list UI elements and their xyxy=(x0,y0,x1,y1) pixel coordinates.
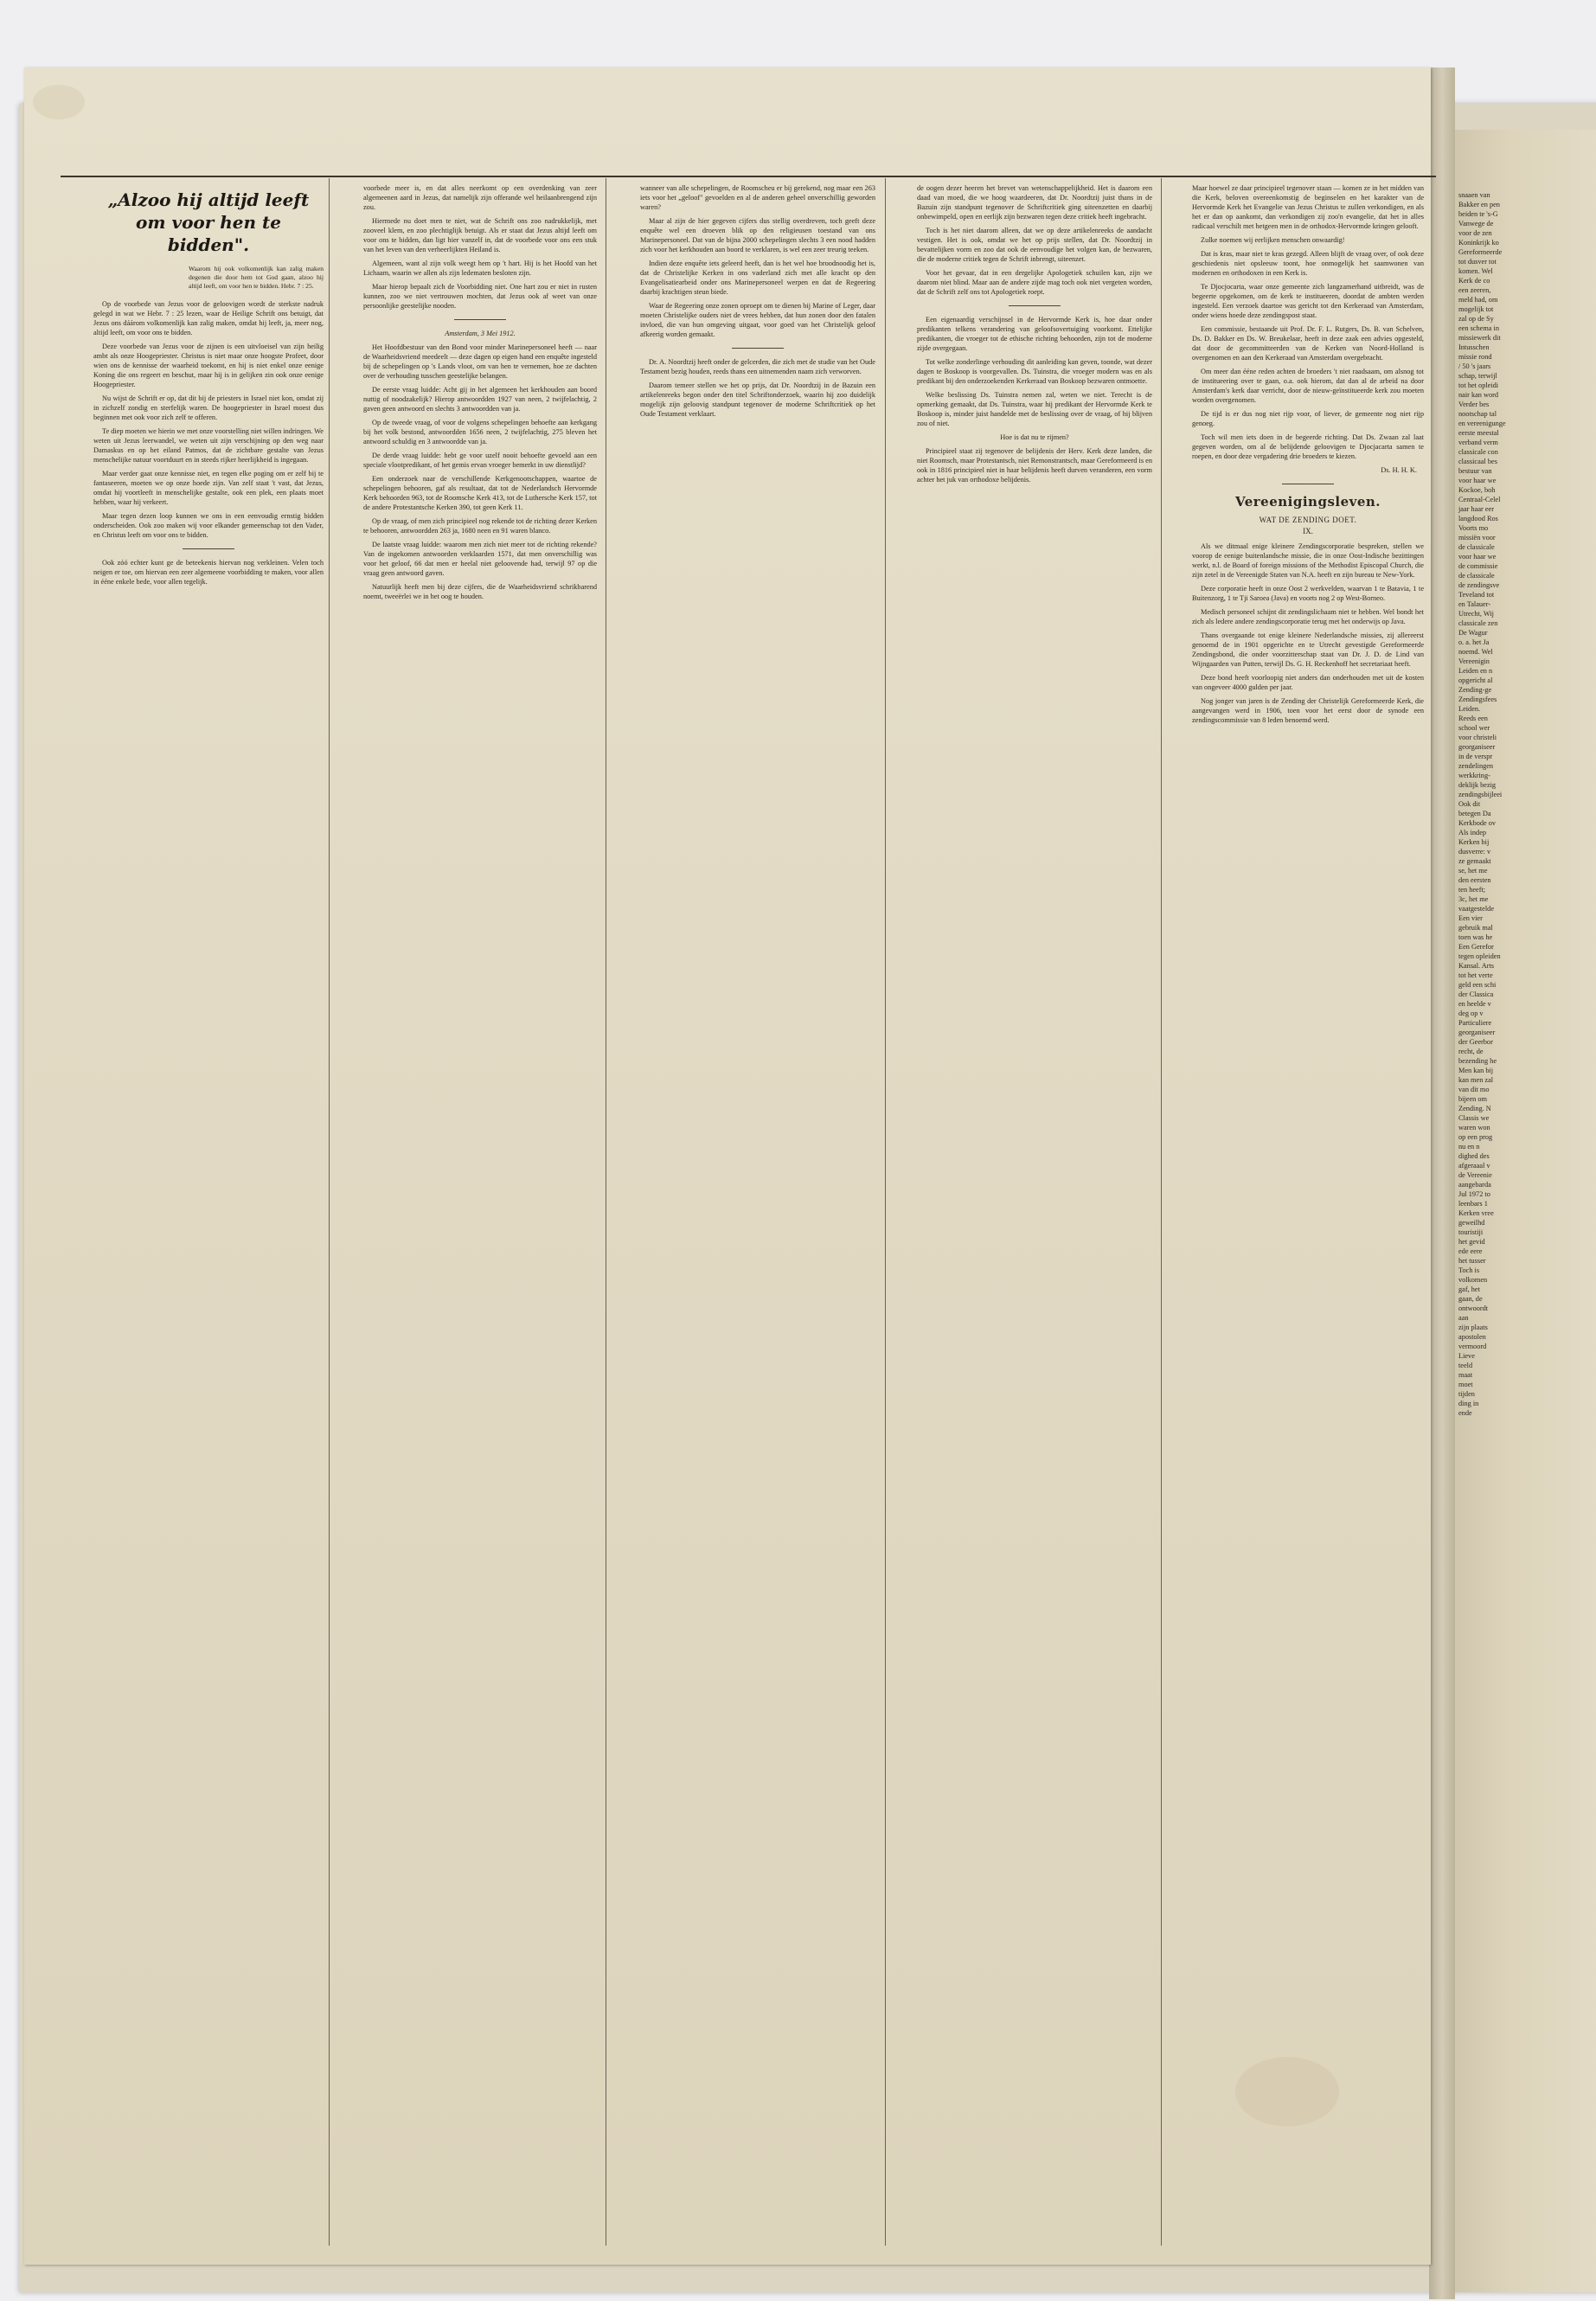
paragraph-question: Hoe is dat nu te rijmen? xyxy=(1000,433,1069,441)
paragraph: Indien deze enquête iets geleerd heeft, dan is het wel hoe broodnoodig het is, dat de Christelijke Kerken in ons vaderland zich met alle kracht op den Evangelisatiearbeid onder ons Marinepersoneel werpen en dat de Regeering daarbij krachtigen steun biede. xyxy=(640,260,875,296)
next-page-line: deklijk bezig xyxy=(1458,781,1497,789)
next-page-line: van dit mo xyxy=(1458,1086,1490,1093)
next-page-line: missie rond xyxy=(1458,353,1492,361)
paragraph: Maar hierop bepaalt zich de Voorbidding niet. One hart zou er niet in rusten kunnen, zoo we niet vertrouwen mochten, dat Jezus ook af weet van onze persoonlijke geestelijke nooden. xyxy=(363,283,597,310)
next-page-line: ede eere xyxy=(1458,1247,1483,1255)
next-page-line: Kansal. Arts xyxy=(1458,962,1495,970)
next-page-line: geld een schi xyxy=(1458,981,1497,989)
paragraph: Een eigenaardig verschijnsel in de Hervormde Kerk is, hoe daar onder predikanten telkens verandering van geloofsovertuiging voorkomt. Ettelijke predikanten, die vroeger tot de ethische richting behoorden, zijn tot de moderne zijde overgegaan. xyxy=(917,316,1152,352)
paragraph: Deze voorbede van Jezus voor de zijnen is een uitvloeisel van zijn heilig ambt als onze Hoogepriester. Christus is niet maar onze hoogste Profeet, door wien ons de kennisse der waarheid toekomt, en hij is niet enkel onze eenige Koning die ons regeert en beschut, maar hij is in gelijken zin ook onze eenige Hoogepriester. xyxy=(93,343,324,388)
next-page-line: betegen Da xyxy=(1458,810,1491,817)
next-page-line: Vanwege de xyxy=(1458,220,1494,228)
next-page-line: tot het opleidi xyxy=(1458,381,1499,389)
next-page-line: Zending-ge xyxy=(1458,686,1492,694)
next-page-line: voor haar we xyxy=(1458,553,1497,561)
column-3 xyxy=(640,183,875,2255)
paragraph: Toch wil men iets doen in de begeerde richting. Dat Ds. Zwaan zal laat gegeven worden, om al de belijdende geloovigen te Djocjacarta samen te roepen, en door deze vergadering drie broeders te kiezen. xyxy=(1192,433,1424,460)
next-page-line: bijeen om xyxy=(1458,1095,1487,1103)
next-page-line: een zeeren, xyxy=(1458,286,1491,294)
paragraph: wanneer van alle schepelingen, de Roomscheu er bij gerekend, nog maar een 263 iets voor het „geloof" gevoelden en al de anderen geheel onverschillig geworden waren? xyxy=(640,184,875,211)
next-page-line: bestuur van xyxy=(1458,467,1492,475)
next-page-line: nootschap tal xyxy=(1458,410,1497,418)
next-page-line: leenbars 1 xyxy=(1458,1200,1488,1208)
next-page-line: zendelingen xyxy=(1458,762,1494,770)
paragraph: De tijd is er dus nog niet rijp voor, of liever, de gemeente nog niet rijp genoeg. xyxy=(1192,410,1424,427)
next-page-line: Leiden en n xyxy=(1458,667,1493,675)
next-page-line: De Wagur xyxy=(1458,629,1488,637)
next-page-line: ze gemaakt xyxy=(1458,857,1491,865)
next-page-line: Leiden. xyxy=(1458,705,1481,713)
paragraph: Te diep moeten we hierin we met onze voorstelling niet willen indringen. We weten uit Jezus leerwandel, we weten uit zijn verschijning op den weg naar Damaskus en op het eiland Patmos, dat de zichtbare gestalte van Jezus menschelijke natuur voortduurt en in steeds rijker heerlijkheid is ingegaan. xyxy=(93,427,324,464)
next-page-line: Kerkbode ov xyxy=(1458,819,1497,827)
next-page-line: en heelde v xyxy=(1458,1000,1491,1008)
column-5 xyxy=(1192,183,1424,2255)
next-page-line: in de verspr xyxy=(1458,753,1493,760)
next-page-line: Kerken vree xyxy=(1458,1209,1494,1217)
next-page-line: de classicale xyxy=(1458,572,1495,580)
next-page-line: komen. Wel xyxy=(1458,267,1493,275)
paragraph: Een commissie, bestaande uit Prof. Dr. F. L. Rutgers, Ds. B. van Schelven, Ds. D. Bakker en Ds. W. Breukelaar, heeft in deze zaak een advies opgesteld, dat door de gecommitteerden van de Kerken van Noord-Holland is overgenomen en aan den Kerkeraad van Amsterdam overgebracht. xyxy=(1192,325,1424,362)
column-rule xyxy=(885,178,886,2246)
next-page-line: dighed des xyxy=(1458,1152,1490,1160)
next-page-line: Intusschen xyxy=(1458,343,1490,351)
next-page-line: beiden te 's-G xyxy=(1458,210,1498,218)
paragraph: Maar tegen dezen loop kunnen we ons in een eenvoudig ernstig bidden onderscheiden. Ook zoo maken wij voor elkander gemeenschap tot den Vader, en Christus leeft om voor ons te bidden. xyxy=(93,512,324,539)
next-page-column xyxy=(1458,190,1588,1418)
paragraph: Algemeen, want al zijn volk weegt hem op 't hart. Hij is het Hoofd van het Lichaam, waarin we allen als zijn ledematen besloten zijn. xyxy=(363,260,597,277)
section-heading: Vereenigingsleven. xyxy=(1234,494,1381,510)
next-page-line: / 50 's jaars xyxy=(1458,362,1491,370)
next-page-line: Gereformeerde xyxy=(1458,248,1503,256)
next-page-line: Zendingsfees xyxy=(1458,695,1497,703)
next-page-line: Toch is xyxy=(1458,1266,1480,1274)
next-page-line: Een vier xyxy=(1458,914,1483,922)
paragraph: Maar hoewel ze daar principieel tegenover staan — komen ze in het midden van die Kerk, beloven overeenkomstig de beginselen en het karakter van de Hervormde Kerk het Evangelie van Jezus Christus te zullen verkondigen, en als het er dan op aankomt, dan verkondigen zij zoo'n evangelie, dat het in alles radicaal verschilt met hetgeen men in de orthodox-Hervormde kringen gelooft. xyxy=(1192,184,1424,230)
page-fold xyxy=(1429,67,1455,2299)
next-page-line: toen was he xyxy=(1458,933,1493,941)
next-page-line: en Talauer- xyxy=(1458,600,1491,608)
paragraph: Maar verder gaat onze kennisse niet, en tegen elke poging om er zelf bij te fantaseeren, moeten we op onze hoede zijn. Van zelf staat 't vast, dat Jezus, omdat hij voortleeft in menschelijke gestalte, ook een plek, een plaats moet hebben, waar hij verkeert. xyxy=(93,470,324,506)
subheading: WAT DE ZENDING DOET. xyxy=(1259,516,1357,524)
next-page-line: kan men zal xyxy=(1458,1076,1494,1084)
paragraph: Om meer dan ééne reden achten de broeders 't niet raadsaam, om alsnog tot de institueering over te gaan, o.a. ook hierom, dat dan al de arbeid na door Amsterdam's kerk daar verricht, door de nieuw-geïnstitueerde kerk zou moeten worden overgenomen. xyxy=(1192,368,1424,404)
paragraph: De derde vraag luidde: hebt ge voor uzelf nooit behoefte gevoeld aan een speciale vlootpredikant, of het gemis ervan vroeger bemerkt in uw dienstlijd? xyxy=(363,452,597,469)
next-page-line: Verder bes xyxy=(1458,401,1490,408)
next-page-line: school wer xyxy=(1458,724,1490,732)
next-page-line: gaf, het xyxy=(1458,1285,1480,1293)
paragraph: Deze bond heeft voorloopig niet anders dan onderhouden met uit de kosten van ongeveer 4000 gulden per jaar. xyxy=(1192,674,1424,691)
paragraph: de oogen dezer heeren het brevet van wetenschappelijkheid. Het is daarom een daad van moed, die we hoog waardeeren, dat Dr. Noordtzij juist thans in de Bazuin zijn standpunt tegenover de Schriftcritiek ging uiteenzetten en daarbij onbewimpeld, open en eerlijk zijn bezwaren tegen deze critiek heeft ingebracht. xyxy=(917,184,1152,221)
next-page-line: Zending. N xyxy=(1458,1105,1491,1112)
next-page-line: het gevid xyxy=(1458,1238,1485,1246)
next-page-line: moet xyxy=(1458,1381,1473,1388)
next-page-line: tegen opleiden xyxy=(1458,952,1501,960)
next-page-line: en vereenigunge xyxy=(1458,420,1506,427)
section-number: IX. xyxy=(1303,527,1313,535)
next-page-line: aangebarda xyxy=(1458,1181,1491,1189)
paragraph: Principieel staat zij tegenover de belijdenis der Herv. Kerk deze landen, die niet Roomsch, maar Protestantsch, niet Remonstrantsch, maar Gereformeerd is en ook in 1816 principieel niet in haar belijdenis heeft durven veranderen, een vorm achter het juk van orthodoxe belijdenis. xyxy=(917,447,1152,484)
next-page-line: Classis we xyxy=(1458,1114,1490,1122)
paragraph: voorbede meer is, en dat alles neerkomt op een overdenking van zeer algemeenen aard in Jezus, dat namelijk zijn offerande wel heilaanbrengend zijn zou. xyxy=(363,184,597,211)
next-page-line: afgeraaal v xyxy=(1458,1162,1490,1170)
next-page-line: gaan, de xyxy=(1458,1295,1483,1303)
next-page-line: ten heeft; xyxy=(1458,886,1486,894)
next-page-line: langdood Ros xyxy=(1458,515,1498,522)
next-page-line: Kerken bij xyxy=(1458,838,1490,846)
article-motto: Waarom hij ook volkomenlijk kan zalig maken degenen die door hem tot God gaan, alzoo hij altijd leeft, om voor hen te bidden. Hebr. 7 : 25. xyxy=(189,265,324,290)
next-page-line: classicaal bes xyxy=(1458,458,1497,465)
paragraph: Dat is kras, maar niet te kras gezegd. Alleen blijft de vraag over, of ook deze geschiedenis niet opsleeuw toont, hoe onmogelijk het saamwonen van modernen en orthodoxen in een Kerk is. xyxy=(1192,250,1424,277)
next-page-line: jaar haar eer xyxy=(1458,505,1494,513)
paragraph: Voor het gevaar, dat in een dergelijke Apologetiek schuilen kan, zijn we daarom niet blind. Maar aan de andere zijde mag toch ook niet vergeten worden, dat de Schrift zelf ons tot Apologetiek roept. xyxy=(917,269,1152,296)
section-separator xyxy=(183,548,234,549)
next-page-line: bezending he xyxy=(1458,1057,1497,1065)
next-page-line: georganiseer xyxy=(1458,743,1496,751)
next-page-line: de commissie xyxy=(1458,562,1498,570)
next-page-line: Teveland tot xyxy=(1458,591,1495,599)
next-page-line: het tusser xyxy=(1458,1257,1486,1265)
paragraph: Deze corporatie heeft in onze Oost 2 werkvelden, waarvan 1 te Batavia, 1 te Buitenzorg, 1 te Tji Saroea (Java) en voorts nog 2 op West-Borneo. xyxy=(1192,585,1424,602)
next-page-line: de zendingsve xyxy=(1458,581,1500,589)
next-page-line: Men kan bij xyxy=(1458,1067,1494,1074)
next-page-line: zendingsbijleei xyxy=(1458,791,1503,798)
next-page-line: zijn plaats xyxy=(1458,1324,1488,1331)
paragraph: Waar de Regeering onze zonen oproept om te dienen bij Marine of Leger, daar moeten Christelijke ouders niet de vrees hebben, dat hun zonen door den fatalen invloed, die van hun omgeving uitgaat, voor goed van het Christelijk geloof afkeerig worden gemaakt. xyxy=(640,302,875,338)
next-page-line: vaatgestelde xyxy=(1458,905,1495,913)
paragraph: Thans overgaande tot enige kleinere Nederlandsche missies, zij allereerst genoemd de in 1901 opgerichte en te Utrecht gevestigde Gereformeerde Zendingsbond, die onder voorzitterschap staat van Dr. J. D. de Lind van Wijngaarden van Putten, terwijl Ds. G. H. Reckenhoff het secretariaat heeft. xyxy=(1192,631,1424,668)
paragraph: De eerste vraag luidde: Acht gij in het algemeen het kerkhouden aan boord nuttig of noodzakelijk? Hierop antwoordden 1927 van neen, 2 twijfelachtig, 2 gaven geen antwoord en slechts 3 antwoordden van ja. xyxy=(363,386,597,413)
next-page-line: ende xyxy=(1458,1409,1472,1417)
next-page-line: volkomen xyxy=(1458,1276,1488,1284)
paragraph: Te Djocjocarta, waar onze gemeente zich langzamerhand uitbreidt, was de begeerte opgekomen, om de kerk te institueeren, doordat de ambten werden ingesteld. Een verzoek daartoe was gericht tot den Kerkeraad van Amsterdam, onder wiens hoede deze zendingspost staat. xyxy=(1192,283,1424,319)
next-page-line: voor haar we xyxy=(1458,477,1497,484)
next-page-line: Reeds een xyxy=(1458,715,1488,722)
next-page-line: gebruik mal xyxy=(1458,924,1493,932)
paper-stain xyxy=(33,85,85,119)
paragraph: Natuurlijk heeft men bij deze cijfers, die de Waarheidsvriend schrikbarend noemt, tweeërlei we in het oog te houden. xyxy=(363,583,597,600)
paragraph: Nu wijst de Schrift er op, dat dit bij de priesters in Israel niet kon, omdat zij in zichzelf zondig en sterfelijk waren. De hoogepriester in Israel moest dus beginnen met ook voor zich zelf te offeren. xyxy=(93,394,324,421)
next-page-line: noemd. Wel xyxy=(1458,648,1493,656)
paragraph: Dr. A. Noordtzij heeft onder de gelcerden, die zich met de studie van het Oude Testament bezig houden, reeds thans een uitnemenden naam zich verworven. xyxy=(640,358,875,375)
next-page-line: Een Gerefor xyxy=(1458,943,1494,951)
next-page-line: mogelijk tot xyxy=(1458,305,1494,313)
paragraph: Een onderzoek naar de verschillende Kerkgenootschappen, waartoe de schepelingen behooren, gaf als resultaat, dat tot de Nederlandsch Hervormde Kerk behoorden 963, tot de Roomsche Kerk 413, tot de Luthersche Kerk 157, tot de andere Protestantsche Kerken 390, tot geen Kerk 11. xyxy=(363,475,597,511)
next-page-line: tijden xyxy=(1458,1390,1475,1398)
next-page-line: verband verm xyxy=(1458,439,1498,446)
dateline: Amsterdam, 3 Mei 1912. xyxy=(445,330,516,337)
column-rule xyxy=(329,178,330,2246)
next-page-line: georganiseer xyxy=(1458,1029,1496,1036)
next-page-line: Ook dit xyxy=(1458,800,1481,808)
next-page-line: tot dusver tot xyxy=(1458,258,1497,266)
paragraph: Op de tweede vraag, of voor de volgens schepelingen behoefte aan kerkgang bij het volk bestond, antwoordden 1656 neen, 2 twijfelachtig, 275 bleven het antwoord schuldig en 3 antwoordde van ja. xyxy=(363,419,597,445)
next-page-line: snaaen van xyxy=(1458,191,1490,199)
next-page-line: Jul 1972 to xyxy=(1458,1190,1490,1198)
next-page-line: maat xyxy=(1458,1371,1473,1379)
section-separator xyxy=(732,348,784,349)
next-page-line: een schema in xyxy=(1458,324,1499,332)
column-1 xyxy=(93,183,324,2255)
paragraph: Op de voorbede van Jezus voor de geloovigen wordt de sterkste nadruk gelegd in wat we Hebr. 7 : 25 lezen, waar de Heilige Schrift ons betuigt, dat Jezus ons dáárom volkomenlijk kan zalig maken, omdat hij leeft, ja, meer nog, altijd leeft, om voor ons te bidden. xyxy=(93,300,324,336)
next-page-line: Particuliere xyxy=(1458,1019,1492,1027)
next-page-line: Kerk de co xyxy=(1458,277,1490,285)
next-page-line: missiën voor xyxy=(1458,534,1496,542)
next-page-line: eerste meestal xyxy=(1458,429,1499,437)
next-page-line: Lieve xyxy=(1458,1352,1475,1360)
next-page-line: deg op v xyxy=(1458,1009,1484,1017)
paragraph: De laatste vraag luidde: waarom men zich niet meer tot de richting rekende? Van de ingekomen antwoorden verklaarden 1571, dat men onverschillig was voor het geloof, 66 dat men er heelal niet geloovende had, terwijl 97 op die vraag geen antwoord gaven. xyxy=(363,541,597,577)
next-page-line: de Vereenie xyxy=(1458,1171,1492,1179)
paragraph: Het Hoofdbestuur van den Bond voor minder Marinepersoneel heeft — naar de Waarheidsvriend meedeelt — deze dagen op eigen hand een enquête ingesteld bij de schepelingen op 's Lands vloot, om van hen te vernemen, hoe ze dachten over de verhouding tusschen geestelijke belangen. xyxy=(363,343,597,380)
next-page-line: touristiji xyxy=(1458,1228,1484,1236)
section-separator xyxy=(454,319,506,320)
next-page-line: classicale zen xyxy=(1458,619,1498,627)
next-page-line: nair kan word xyxy=(1458,391,1499,399)
paragraph: Tot welke zonderlinge verhouding dit aanleiding kan geven, toonde, wat dezer dagen te Boskoop is voorgevallen. Ds. Tuinstra, die vroeger modern was en als predikant bij den onderzoekenden Kerkeraad van Boskoop bezwaren ontmoette. xyxy=(917,358,1152,385)
next-page-line: aan xyxy=(1458,1314,1469,1322)
next-page-edge xyxy=(1453,130,1596,2292)
next-page-line: dusverre: v xyxy=(1458,848,1491,856)
paragraph: Welke beslissing Ds. Tuinstra nemen zal, weten we niet. Terecht is de opmerking gemaakt, dat Ds. Tuinstra, waar hij predikant der Hervormde Kerk te Boskoop is, minder juist handelde met de beslissing over de vraag, of hij blijven zou of niet. xyxy=(917,391,1152,427)
next-page-line: se, het me xyxy=(1458,867,1488,875)
paragraph: Toch is het niet daarom alleen, dat we op deze artikelenreeks de aandacht vestigen. Het is ook, omdat we het op prijs stellen, dat Dr. Noordtzij in bevattelijken vorm en zoo dat ook de eenvoudige het volgen kan, de bezwaren, die de moderne critiek tegen de Schrift inbrengt, uiteenzet. xyxy=(917,227,1152,263)
paragraph: Op de vraag, of men zich principieel nog rekende tot de richting dezer Kerken te behooren, antwoordden 263 ja, 1680 neen en 91 waren blanco. xyxy=(363,517,597,535)
top-rule xyxy=(61,176,1436,177)
next-page-line: Koninkrijk ko xyxy=(1458,239,1499,247)
next-page-line: werkkring- xyxy=(1458,772,1490,779)
paragraph: Hiermede nu doet men te niet, wat de Schrift ons zoo nadrukkelijk, met zooveel klem, en zoo plechtiglijk betuigt. Als er staat dat Jezus altijd leeft om voor ons te bidden, dan ligt hier vanzelf in, dat de voorbede voor ons een stuk van het leven van den verheerlijkten Heiland is. xyxy=(363,217,597,253)
section-separator xyxy=(1009,305,1061,306)
next-page-line: de classicale xyxy=(1458,543,1495,551)
column-4 xyxy=(917,183,1152,2255)
next-page-line: der Classica xyxy=(1458,990,1494,998)
next-page-line: opgericht al xyxy=(1458,676,1493,684)
next-page-line: Voorts mo xyxy=(1458,524,1489,532)
next-page-line: Utrecht, Wij xyxy=(1458,610,1494,618)
next-page-line: schap, terwijl xyxy=(1458,372,1497,380)
paragraph: Zulke noemen wij eerlijken menschen onwaardig! xyxy=(1201,236,1345,244)
next-page-line: apostolen xyxy=(1458,1333,1486,1341)
paragraph: Ook zóó echter kunt ge de beteekenis hiervan nog verkleinen. Velen toch neigen er toe, om hiervan een zeer algemeene voorbidding te maken, voor allen in ééne enkele bede, voor allen tegelijk. xyxy=(93,559,324,586)
article-heading: „Alzoo hij altijd leeft om voor hen te bidden". xyxy=(107,189,310,255)
signature: Ds. H. H. K. xyxy=(1381,466,1417,474)
next-page-line: voor christeli xyxy=(1458,734,1497,741)
next-page-line: Centraal-Celel xyxy=(1458,496,1501,503)
paragraph: Nog jonger van jaren is de Zending der Christelijk Gereformeerde Kerk, die aangevangen werd in 1906, toen voor het eerst door de synode een zendingscommissie van 8 leden benoemd werd. xyxy=(1192,697,1424,724)
next-page-line: voor de zen xyxy=(1458,229,1492,237)
next-page-line: Kockoe, boh xyxy=(1458,486,1496,494)
next-page-line: Als indep xyxy=(1458,829,1487,836)
next-page-line: zal op de Sy xyxy=(1458,315,1494,323)
next-page-line: geweilhd xyxy=(1458,1219,1485,1227)
column-2 xyxy=(363,183,597,2255)
next-page-line: o. a. het Ja xyxy=(1458,638,1490,646)
next-page-line: Vereenigin xyxy=(1458,657,1490,665)
paragraph: Als we ditmaal enige kleinere Zendingscorporatie bespreken, stellen we voorop de eenige buitenlandsche missie, die in onze Oost-Indische bezittingen werkt, n.l. de Board of foreign missions of the Methodist Episcopal Church, die zijn zetel in de Vereenigde Staten van N.A. heeft en zijn bureau te New-York. xyxy=(1192,542,1424,579)
next-page-line: recht, de xyxy=(1458,1048,1484,1055)
next-page-line: missiewerk dit xyxy=(1458,334,1501,342)
next-page-line: ontwoordt xyxy=(1458,1304,1489,1312)
next-page-line: teeld xyxy=(1458,1362,1473,1369)
next-page-line: den eersten xyxy=(1458,876,1491,884)
next-page-line: 3c, het me xyxy=(1458,895,1489,903)
next-page-line: vermoord xyxy=(1458,1343,1487,1350)
next-page-line: ding in xyxy=(1458,1400,1479,1407)
next-page-line: der Geerbor xyxy=(1458,1038,1493,1046)
next-page-line: nu en n xyxy=(1458,1143,1480,1150)
column-rule xyxy=(1161,178,1162,2246)
next-page-line: waren won xyxy=(1458,1124,1490,1131)
next-page-line: tot het verte xyxy=(1458,971,1493,979)
paragraph: Maar al zijn de hier gegeven cijfers dus stellig overdreven, toch geeft deze enquête wel een droeven blik op den religieusen toestand van ons Marinepersoneel. Dat van de bijna 2000 schepelingen slechts 3 een nood hadden zich voor het kerkhouden aan boord te verklaren, is wel een zeer treurig teeken. xyxy=(640,217,875,253)
paragraph: Medisch personeel schijnt dit zendingslichaam niet te hebben. Wel bondt het zich als ledere andere zendingscorporatie terug met het onderwijs op Java. xyxy=(1192,608,1424,625)
next-page-line: meld had, om xyxy=(1458,296,1498,304)
next-page-line: Bakker en pen xyxy=(1458,201,1500,208)
next-page-line: classicale con xyxy=(1458,448,1498,456)
paragraph: Daarom temeer stellen we het op prijs, dat Dr. Noordtzij in de Bazuin een artikelenreeks begon onder den titel Schriftonderzoek, waarin hij zoo duidelijk mogelijk zijn geloovig standpunt tegenover de moderne Schriftcritiek op het Oude Testament verklaart. xyxy=(640,381,875,418)
next-page-line: op een prog xyxy=(1458,1133,1493,1141)
